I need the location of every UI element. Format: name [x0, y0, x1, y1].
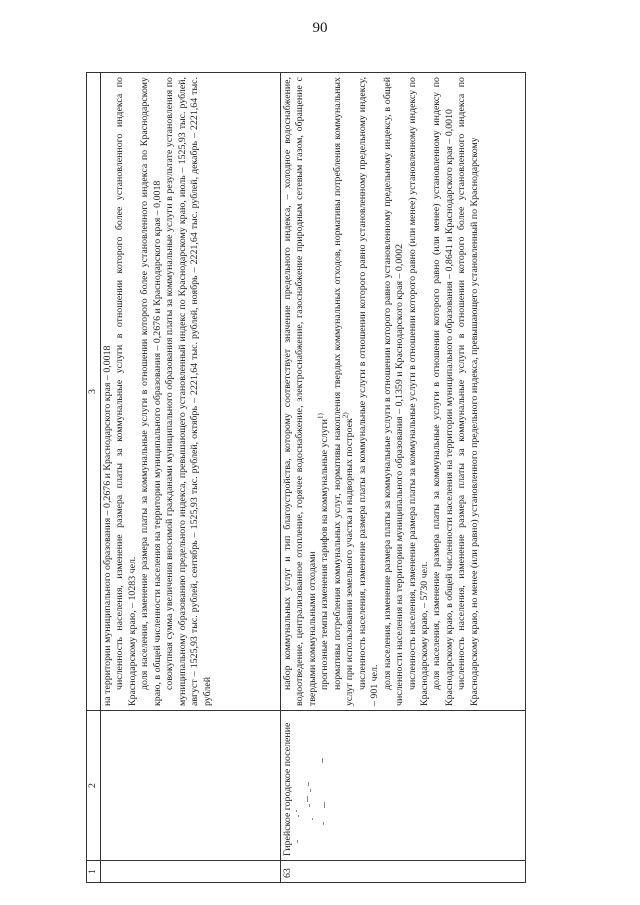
- municipality-cell-empty: [101, 711, 281, 861]
- paragraph: доля населения, изменение размера платы за коммунальные услуги в отношении которого равно установленному предельному индексу, в общей численности населения на территории муниципального образования – 0,1359 и Краснодарского края – 0,0002: [381, 77, 406, 706]
- indicators-cell-top: [101, 73, 281, 711]
- header-row: [87, 73, 101, 883]
- paragraph: доля населения, изменение размера платы за коммунальные услуги в отношении которого равно (или менее) установленному индексу по Краснодарскому краю, в общей численности населения на территории муниципального образования – 0,8641 и Краснодарского края – 0,0010: [431, 77, 455, 706]
- footnote-marker: 1): [317, 413, 326, 420]
- header-col-3: 3: [87, 73, 101, 711]
- paragraph: численность населения, изменение размера платы за коммунальные услуги в отношении которого более установленного индекса по Краснодарскому краю, но менее (или равно) установленного предельного индекса, превышающего установленный по Краснодарскому: [456, 77, 480, 706]
- footnote-marker: 2): [341, 412, 350, 419]
- paragraph: доля населения, изменение размера платы за коммунальные услуги в отношении которого более установленного индекса по Краснодарскому краю, в общей численности населения на территории муниципального образования – 0,2676 и Краснодарского края – 0,0018: [139, 77, 163, 706]
- paragraph: на территории муниципального образования – 0,2676 и Краснодарского края – 0,0018: [102, 345, 113, 706]
- row-number-cell: 63: [281, 861, 526, 883]
- indicators-cell-bottom: [281, 73, 526, 711]
- paragraph-text: нормативы потребления коммунальных услуг, нормативы накопления твердых коммунальных отходов, нормативы потребления коммунальных услуг при использовании земельного участка и надворных построек: [331, 77, 356, 706]
- paragraph: численность населения, изменение размера платы за коммунальные услуги в отношении которого более установленного индекса по Краснодарскому краю, – 10283 чел.: [114, 77, 138, 706]
- paragraph: [332, 77, 357, 706]
- paragraph-text: прогнозные темпы изменения тарифов на коммунальные услуги: [319, 419, 331, 690]
- header-col-1: 1: [87, 861, 101, 883]
- row-number-cell-empty: [101, 861, 281, 883]
- header-col-2: 2: [87, 711, 101, 861]
- municipality-cell: Гирейское городское поселение: [281, 711, 526, 861]
- paragraph: [319, 77, 331, 706]
- paragraph: численность населения, изменение размера платы за коммунальные услуги в отношении которого равно (или менее) установленному индексу по Краснодарскому краю, – 5730 чел.: [406, 77, 430, 706]
- table-row-continuation: [101, 73, 281, 883]
- paragraph: набор коммунальных услуг и тип благоустройства, которому соответствует значение предельного индекса, – холодное водоснабжение, водоотведение, централизованное отопление, горячее водоснабжение, электроснабжение, газоснабжение природным сетевым газом, обращение с твердыми коммунальными отходами: [282, 77, 318, 706]
- page-number: 90: [312, 20, 328, 36]
- scan-artifacts: [288, 752, 336, 852]
- paragraph: совокупная сумма увеличения вносимой гражданами муниципального образования платы за коммунальные услуги в результате установления по муниципальному образованию предельного индекса, превышающего установленный индекс по Краснодарскому краю, июль – 1525,93 тыс. рублей, август – 1525,93 тыс. рублей, сентябрь – 1525,93 тыс. рублей, октябрь – 2221,64 тыс. рублей, ноябрь – 2221,64 тыс. рублей, декабрь – 2221,64 тыс. рублей: [164, 77, 213, 706]
- paragraph: численность населения, изменение размера платы за коммунальные услуги в отношении которого равно установленному предельному индексу, – 901 чел.: [356, 77, 381, 706]
